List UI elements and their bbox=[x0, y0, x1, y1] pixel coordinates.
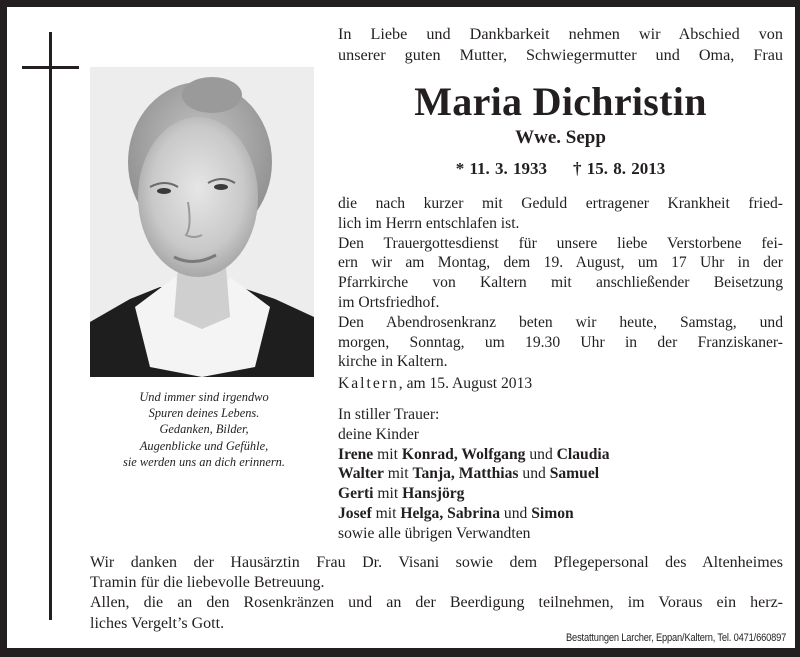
undertaker-credit: Bestattungen Larcher, Eppan/Kaltern, Tel. 0471/660897 bbox=[565, 632, 786, 644]
intro-text bbox=[338, 24, 783, 65]
thanks-line: Allen, die an den Rosenkränzen und an der Beerdigung teilnehmen, im Voraus ein herz- bbox=[90, 594, 783, 612]
body-line: Pfarrkirche von Kaltern mit anschließender Beisetzung bbox=[338, 274, 783, 292]
thanks-text bbox=[90, 553, 783, 634]
body-line: morgen, Sonntag, um 19.30 Uhr in der Franziskaner- bbox=[338, 333, 783, 351]
intro-line: In Liebe und Dankbarkeit nehmen wir Abschied von bbox=[338, 25, 783, 43]
verse-line: Und immer sind irgendwo bbox=[139, 390, 269, 404]
verse-line: Augenblicke und Gefühle, bbox=[139, 438, 269, 453]
children-label: deine Kinder bbox=[338, 425, 419, 443]
body-line: im Ortsfriedhof. bbox=[338, 293, 440, 311]
memorial-verse bbox=[86, 389, 322, 470]
portrait-photo bbox=[90, 67, 314, 377]
widow-of: Wwe. Sepp bbox=[515, 127, 606, 148]
deceased-name: Maria Dichristin bbox=[414, 79, 707, 124]
body-line: kirche in Kaltern. bbox=[338, 353, 448, 371]
mourners-list bbox=[338, 405, 610, 544]
thanks-line: Wir danken der Hausärztin Frau Dr. Visani sowie dem Pflegepersonal des Altenheimes bbox=[90, 554, 783, 571]
verse-line: sie werden uns an dich erinnern. bbox=[123, 454, 285, 469]
family-line: Josef mit Helga, Sabrina und Simon bbox=[338, 504, 574, 522]
family-line: Irene mit Konrad, Wolfgang und Claudia bbox=[338, 445, 610, 463]
body-line: lich im Herrn entschlafen ist. bbox=[338, 214, 520, 232]
relatives-line: sowie alle übrigen Verwandten bbox=[338, 524, 531, 542]
body-line: Den Trauergottesdienst für unsere liebe Verstorbene fei- bbox=[338, 234, 783, 252]
intro-line: unserer guten Mutter, Schwiegermutter und Oma, Frau bbox=[338, 45, 783, 64]
family-line: Gerti mit Hansjörg bbox=[338, 485, 465, 503]
body-line: ern wir am Montag, dem 19. August, um 17 Uhr in der bbox=[338, 254, 783, 272]
mourning-header: In stiller Trauer: bbox=[338, 406, 440, 423]
body-line: die nach kurzer mit Geduld ertragener Krankheit fried- bbox=[338, 195, 783, 212]
thanks-line: Tramin für die liebevolle Betreuung. bbox=[90, 574, 325, 592]
life-dates bbox=[338, 158, 783, 180]
birth-date: * 11. 3. 1933 bbox=[455, 159, 548, 178]
place: Kaltern bbox=[338, 375, 399, 392]
cross-icon bbox=[49, 32, 52, 620]
verse-line: Gedanken, Bilder, bbox=[159, 422, 249, 437]
verse-line: Spuren deines Lebens. bbox=[148, 406, 260, 421]
family-line: Walter mit Tanja, Matthias und Samuel bbox=[338, 465, 600, 483]
date-text: , am 15. August 2013 bbox=[398, 375, 533, 392]
body-line: Den Abendrosenkranz beten wir heute, Samstag, und bbox=[338, 313, 783, 331]
announcement-body bbox=[338, 194, 783, 372]
thanks-line: liches Vergelt’s Gott. bbox=[90, 614, 225, 632]
death-date: † 15. 8. 2013 bbox=[573, 159, 666, 178]
cross-icon-bar bbox=[22, 66, 79, 69]
place-and-date bbox=[338, 374, 532, 394]
